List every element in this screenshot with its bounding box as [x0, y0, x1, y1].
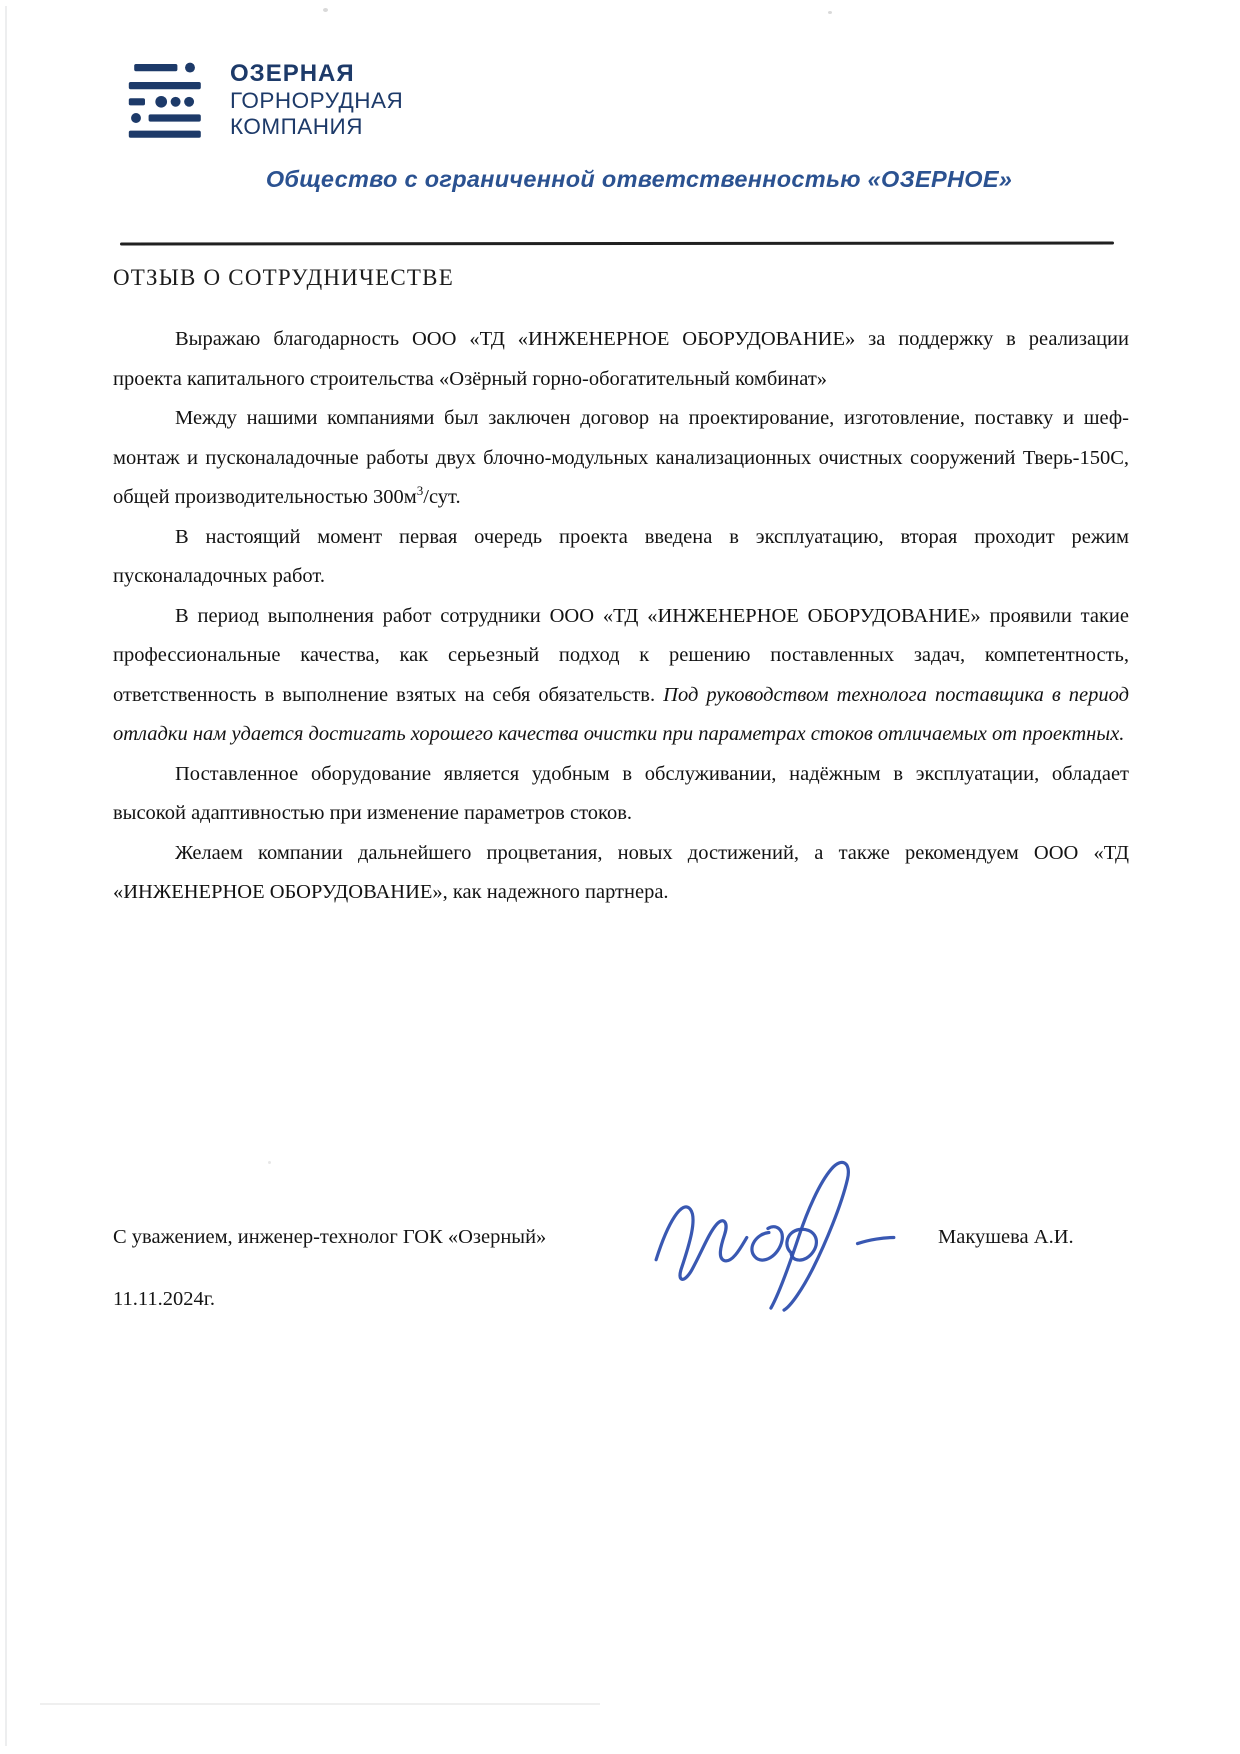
company-logo: [118, 57, 403, 143]
paragraph: [113, 597, 1129, 755]
logo-wordmark: [230, 62, 403, 138]
paragraph-segment: Между нашими компаниями был заключен договор на проектирование, изготовление, поставку и шеф-монтаж и пусконаладочные работы двух блочно-модульных канализационных очистных сооружений Тверь-150С, общей производительностью 300м: [113, 407, 1129, 508]
scan-edge-artifact: [5, 6, 7, 1746]
handwritten-signature: [640, 1148, 922, 1316]
paragraph-segment: Желаем компании дальнейшего процветания, новых достижений, а также рекомендуем ООО «ТД «ИНЖЕНЕРНОЕ ОБОРУДОВАНИЕ», как надежного партнера.: [113, 841, 1129, 903]
logo-line3: КОМПАНИЯ: [230, 113, 363, 139]
paragraph: [113, 518, 1129, 597]
scan-speck: [268, 1161, 271, 1164]
paragraph-segment: В период выполнения работ сотрудники ООО «ТД «ИНЖЕНЕРНОЕ ОБОРУДОВАНИЕ» проявили такие профессиональные качества, как серьезный подход к решению поставленных задач, компетентность, ответственность в выполнение взятых на себя обязательств.: [113, 604, 1129, 706]
paragraph: [113, 755, 1129, 834]
signature-closing: С уважением, инженер-технолог ГОК «Озерный»: [113, 1226, 547, 1248]
paragraph-segment: В настоящий момент первая очередь проекта введена в эксплуатацию, вторая проходит режим пусконаладочных работ.: [113, 525, 1129, 587]
company-title: Общество с ограниченной ответственностью «ОЗЕРНОЕ»: [265, 166, 1013, 192]
scan-speck: [828, 11, 832, 14]
paragraph: [113, 320, 1129, 399]
body-paragraphs: [113, 320, 1129, 913]
signatory-name: Макушева А.И.: [938, 1226, 1074, 1248]
header-divider: [120, 241, 1114, 245]
paragraph-segment: /сут.: [423, 486, 461, 508]
logo-line1: ОЗЕРНАЯ: [230, 60, 355, 87]
paragraph-segment: Выражаю благодарность ООО «ТД «ИНЖЕНЕРНОЕ ОБОРУДОВАНИЕ» за поддержку в реализации проекта капитального строительства «Озёрный горно-обогатительный комбинат»: [113, 328, 1129, 390]
signature-date: 11.11.2024г.: [113, 1288, 215, 1310]
paragraph-segment: Под руководством технолога поставщика в период отладки нам удается достигать хорошего качества очистки при параметрах стоков отличаемых от проектных.: [113, 683, 1129, 745]
paragraph-segment: 3: [416, 483, 424, 499]
logo-line2: ГОРНОРУДНАЯ: [230, 88, 404, 113]
paragraph-segment: Поставленное оборудование является удобным в обслуживании, надёжным в эксплуатации, обладает высокой адаптивностью при изменение параметров стоков.: [113, 762, 1129, 824]
document-heading: ОТЗЫВ О СОТРУДНИЧЕСТВЕ: [113, 265, 454, 290]
paragraph: [113, 834, 1129, 913]
scan-speck: [323, 8, 328, 12]
paragraph: [113, 399, 1129, 518]
scan-streak: [40, 1703, 600, 1705]
logo-mark-icon: [118, 57, 208, 143]
